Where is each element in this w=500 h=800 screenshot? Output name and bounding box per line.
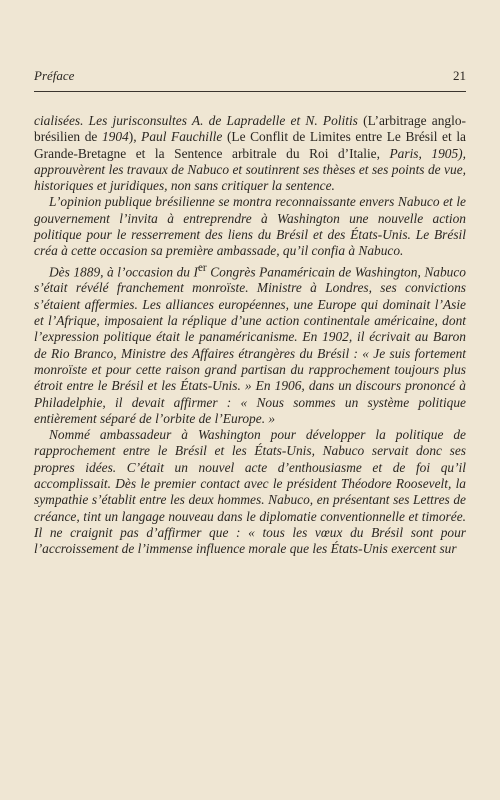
text-run: Dès 1889, à l’occasion du I — [49, 264, 198, 280]
text-run: Congrès Panaméricain de Washington, Nabuco s’était révélé franchement monroïste. Ministre à Londres, ses convictions s’étaient affermies. Les alliances européennes, une Europe qui dominait l’Asie et l’Afrique, imposaient la réplique d’une action continentale américaine, dont l’expression politique était le panaméricanisme. En 1902, il écrivait au Baron de Rio Branco, Ministre des Affaires étrangères du Brésil : « Je suis fortement monroïste et pour cette raison grand partisan du rapprochement toujours plus étroit entre le Brésil et les États-Unis. » En 1906, dans un discours prononcé à Philadelphie, il devait affirmer : « Nous sommes un système politique entièrement séparé de l’orbite de l’Europe. » — [34, 264, 466, 426]
text-run: (Le Conflit de Limites entre Le Brésil et la Grande-Bretagne et la Sentence arbitrale du Roi d’Italie, — [34, 129, 466, 161]
body-text — [34, 113, 466, 557]
text-run: Paul Fauchille — [141, 129, 227, 145]
paragraph — [34, 194, 466, 259]
paragraph — [34, 260, 466, 427]
page-number: 21 — [453, 68, 466, 83]
text-run: (L’arbitrage anglo-brésilien de — [34, 113, 466, 145]
running-title: Préface — [34, 68, 75, 83]
paragraph — [34, 113, 466, 194]
paragraph — [34, 427, 466, 557]
text-run: Nommé ambassadeur à Washington pour développer la politique de rapprochement entre le Brésil et les États-Unis, Nabuco servait donc ses propres idées. C’était un nouvel acte d’enthousiasme et de foi qu’il accomplissait. Dès le premier contact avec le président Théodore Roosevelt, la sympathie s’établit entre les deux hommes. Nabuco, en présentant ses Lettres de créance, tint un langage nouveau dans le diplomatie conventionnelle et timorée. Il ne craignit pas d’affirmer que : « tous les vœux du Brésil sont pour l’accroissement de l’immense influence morale que les États-Unis exercent sur — [34, 427, 466, 557]
running-header — [34, 68, 466, 88]
text-run: Paris, 1905), approuvèrent les travaux de Nabuco et soutinrent ses thèses et ses points de vue, historiques et juridiques, non sans critiquer la sentence. — [34, 145, 466, 194]
text-run: ), — [128, 129, 142, 145]
header-rule — [34, 91, 466, 92]
text-run: 1904 — [101, 129, 129, 145]
text-run: cialisées. Les jurisconsultes A. de Lapradelle et N. Politis — [34, 113, 364, 128]
text-run: L’opinion publique brésilienne se montra reconnaissante envers Nabuco et le gouvernement l’invita à entreprendre à Washington une nouvelle action politique pour le resserrement des liens du Brésil et des États-Unis. Le Brésil créa à cette occasion sa première ambassade, qu’il confia à Nabuco. — [34, 194, 466, 259]
text-run: er — [197, 261, 207, 274]
